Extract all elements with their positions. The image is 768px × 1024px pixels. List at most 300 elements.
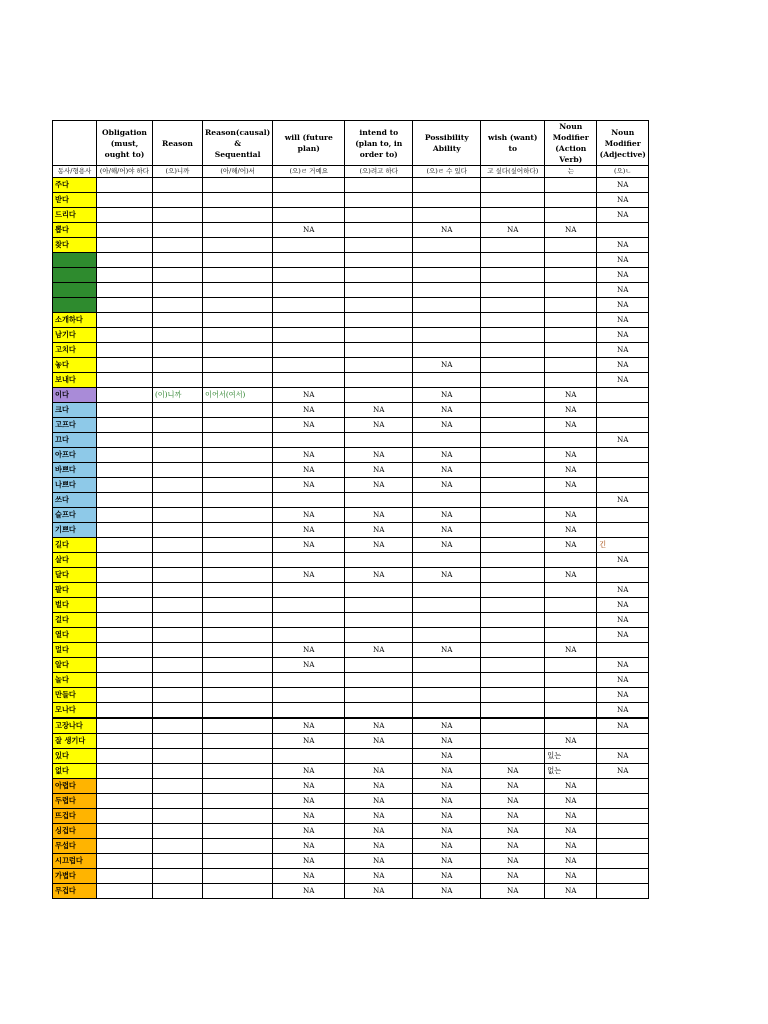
conjugation-cell — [203, 628, 273, 643]
column-header — [545, 121, 597, 166]
conjugation-cell — [481, 478, 545, 493]
conjugation-cell — [413, 298, 481, 313]
conjugation-cell: NA — [597, 373, 649, 388]
conjugation-cell: NA — [345, 734, 413, 749]
conjugation-cell — [345, 178, 413, 193]
verb-cell: 없다 — [53, 764, 97, 779]
conjugation-cell: NA — [481, 839, 545, 854]
conjugation-cell — [203, 538, 273, 553]
conjugation-cell — [413, 673, 481, 688]
conjugation-cell — [413, 313, 481, 328]
table-row — [53, 734, 649, 749]
conjugation-cell — [153, 478, 203, 493]
conjugation-cell — [273, 178, 345, 193]
conjugation-cell — [203, 824, 273, 839]
conjugation-cell — [153, 688, 203, 703]
table-row — [53, 373, 649, 388]
conjugation-cell — [153, 869, 203, 884]
conjugation-cell: NA — [413, 809, 481, 824]
conjugation-cell — [273, 628, 345, 643]
conjugation-cell — [203, 688, 273, 703]
conjugation-cell — [203, 433, 273, 448]
conjugation-cell: NA — [545, 854, 597, 869]
conjugation-cell — [413, 208, 481, 223]
conjugation-cell — [97, 433, 153, 448]
conjugation-table — [52, 120, 649, 899]
conjugation-cell — [481, 583, 545, 598]
conjugation-cell — [413, 583, 481, 598]
conjugation-cell — [153, 223, 203, 238]
conjugation-cell — [97, 854, 153, 869]
conjugation-cell — [345, 583, 413, 598]
conjugation-cell — [153, 538, 203, 553]
conjugation-cell — [153, 328, 203, 343]
table-row — [53, 809, 649, 824]
conjugation-cell — [545, 328, 597, 343]
conjugation-cell — [481, 628, 545, 643]
table-row — [53, 358, 649, 373]
conjugation-cell: NA — [597, 764, 649, 779]
conjugation-cell — [203, 613, 273, 628]
conjugation-cell — [153, 568, 203, 583]
conjugation-cell — [481, 493, 545, 508]
conjugation-cell — [345, 343, 413, 358]
verb-cell: 길다 — [53, 538, 97, 553]
conjugation-cell — [97, 673, 153, 688]
conjugation-cell: NA — [273, 418, 345, 433]
verb-cell: 쓰다 — [53, 493, 97, 508]
conjugation-cell — [597, 884, 649, 899]
conjugation-cell: NA — [597, 749, 649, 764]
conjugation-cell — [345, 208, 413, 223]
conjugation-cell — [273, 373, 345, 388]
verb-cell: 멀다 — [53, 643, 97, 658]
conjugation-cell — [597, 854, 649, 869]
conjugation-cell — [273, 358, 345, 373]
conjugation-cell: NA — [413, 538, 481, 553]
conjugation-cell — [545, 178, 597, 193]
conjugation-cell — [481, 749, 545, 764]
conjugation-cell — [97, 448, 153, 463]
conjugation-cell — [203, 643, 273, 658]
conjugation-cell — [203, 598, 273, 613]
column-header — [345, 121, 413, 166]
conjugation-cell: NA — [597, 208, 649, 223]
conjugation-cell — [413, 328, 481, 343]
conjugation-cell: NA — [597, 553, 649, 568]
conjugation-cell — [153, 193, 203, 208]
conjugation-cell: NA — [545, 418, 597, 433]
verb-cell: 나쁘다 — [53, 478, 97, 493]
conjugation-cell — [153, 628, 203, 643]
verb-cell: 드리다 — [53, 208, 97, 223]
conjugation-cell — [97, 358, 153, 373]
conjugation-cell — [153, 839, 203, 854]
table-row — [53, 388, 649, 403]
conjugation-cell — [597, 779, 649, 794]
conjugation-cell — [203, 193, 273, 208]
conjugation-cell — [481, 403, 545, 418]
conjugation-cell: NA — [413, 749, 481, 764]
conjugation-cell: NA — [273, 809, 345, 824]
column-header — [53, 121, 97, 166]
column-header-title: wish (want) to — [487, 133, 538, 153]
conjugation-cell: NA — [413, 734, 481, 749]
conjugation-cell: NA — [345, 403, 413, 418]
conjugation-cell — [597, 478, 649, 493]
conjugation-cell: NA — [413, 508, 481, 523]
table-row — [53, 779, 649, 794]
table-row — [53, 718, 649, 734]
conjugation-cell — [545, 298, 597, 313]
conjugation-cell: NA — [273, 388, 345, 403]
conjugation-cell — [203, 854, 273, 869]
column-pattern: (으)ㄴ — [597, 166, 649, 178]
conjugation-cell: 있는 — [545, 749, 597, 764]
conjugation-cell — [597, 809, 649, 824]
conjugation-cell — [153, 809, 203, 824]
conjugation-cell — [97, 193, 153, 208]
conjugation-cell — [97, 824, 153, 839]
conjugation-cell: NA — [597, 673, 649, 688]
table-row — [53, 839, 649, 854]
conjugation-cell — [413, 598, 481, 613]
column-header — [413, 121, 481, 166]
conjugation-cell: NA — [481, 854, 545, 869]
conjugation-cell — [597, 523, 649, 538]
conjugation-cell — [97, 628, 153, 643]
conjugation-cell — [545, 553, 597, 568]
conjugation-cell: NA — [273, 764, 345, 779]
conjugation-cell — [273, 598, 345, 613]
conjugation-cell — [481, 538, 545, 553]
conjugation-cell: NA — [273, 854, 345, 869]
conjugation-cell — [153, 463, 203, 478]
verb-cell: 있다 — [53, 749, 97, 764]
verb-cell: 놀다 — [53, 673, 97, 688]
column-header-title: Reason(causal) & — [205, 127, 271, 148]
conjugation-cell — [273, 433, 345, 448]
conjugation-cell — [481, 553, 545, 568]
conjugation-cell — [203, 238, 273, 253]
conjugation-cell — [597, 403, 649, 418]
conjugation-cell: NA — [597, 343, 649, 358]
conjugation-cell: NA — [345, 824, 413, 839]
conjugation-cell — [413, 688, 481, 703]
conjugation-cell — [273, 253, 345, 268]
conjugation-cell — [481, 418, 545, 433]
table-row — [53, 583, 649, 598]
conjugation-cell — [153, 643, 203, 658]
conjugation-cell — [481, 643, 545, 658]
conjugation-cell: NA — [345, 779, 413, 794]
verb-cell: 모나다 — [53, 703, 97, 719]
conjugation-cell — [345, 358, 413, 373]
conjugation-cell: NA — [345, 794, 413, 809]
conjugation-cell — [481, 358, 545, 373]
conjugation-cell — [97, 223, 153, 238]
column-pattern: 고 싶다(싶어하다) — [481, 166, 545, 178]
verb-cell: 두렵다 — [53, 794, 97, 809]
table-row — [53, 223, 649, 238]
conjugation-cell: (이)니까 — [153, 388, 203, 403]
conjugation-cell — [153, 658, 203, 673]
conjugation-cell — [153, 854, 203, 869]
conjugation-cell — [203, 313, 273, 328]
verb-cell: 찾다 — [53, 238, 97, 253]
conjugation-cell — [545, 673, 597, 688]
conjugation-cell — [97, 523, 153, 538]
conjugation-cell: NA — [545, 448, 597, 463]
table-row — [53, 598, 649, 613]
verb-cell: 주다 — [53, 178, 97, 193]
conjugation-cell — [97, 343, 153, 358]
conjugation-cell — [97, 463, 153, 478]
conjugation-cell — [203, 764, 273, 779]
conjugation-cell — [153, 373, 203, 388]
conjugation-cell — [97, 373, 153, 388]
conjugation-cell — [481, 673, 545, 688]
conjugation-cell — [273, 613, 345, 628]
conjugation-cell: NA — [273, 643, 345, 658]
column-header — [597, 121, 649, 166]
conjugation-cell: NA — [345, 809, 413, 824]
conjugation-cell — [413, 283, 481, 298]
conjugation-cell — [273, 493, 345, 508]
verb-cell: 보내다 — [53, 373, 97, 388]
conjugation-cell — [97, 508, 153, 523]
table-row — [53, 178, 649, 193]
conjugation-cell: NA — [273, 568, 345, 583]
conjugation-cell — [97, 238, 153, 253]
conjugation-cell — [545, 688, 597, 703]
conjugation-cell — [97, 839, 153, 854]
conjugation-cell: NA — [413, 463, 481, 478]
verb-cell: 슬프다 — [53, 508, 97, 523]
table-row — [53, 703, 649, 719]
conjugation-cell: NA — [273, 538, 345, 553]
conjugation-cell: NA — [413, 794, 481, 809]
conjugation-cell — [597, 388, 649, 403]
conjugation-cell: NA — [345, 478, 413, 493]
conjugation-cell — [273, 328, 345, 343]
table-row — [53, 463, 649, 478]
verb-cell: 팔다 — [53, 583, 97, 598]
column-pattern: (아/해/어)야 하다 — [97, 166, 153, 178]
conjugation-cell — [203, 223, 273, 238]
column-header — [203, 121, 273, 166]
conjugation-cell: NA — [481, 764, 545, 779]
column-pattern: (아/해/어)서 — [203, 166, 273, 178]
conjugation-cell — [97, 643, 153, 658]
conjugation-cell: NA — [273, 463, 345, 478]
conjugation-cell — [545, 598, 597, 613]
conjugation-cell: NA — [413, 403, 481, 418]
conjugation-cell — [153, 268, 203, 283]
table-row — [53, 328, 649, 343]
conjugation-cell: NA — [345, 523, 413, 538]
column-header-subtitle: (must, ought to) — [104, 138, 145, 159]
conjugation-cell: NA — [597, 283, 649, 298]
conjugation-cell — [597, 869, 649, 884]
verb-cell: 가볍다 — [53, 869, 97, 884]
conjugation-cell: NA — [597, 328, 649, 343]
conjugation-cell — [203, 478, 273, 493]
conjugation-cell — [203, 208, 273, 223]
conjugation-cell: NA — [273, 403, 345, 418]
conjugation-cell: NA — [273, 508, 345, 523]
conjugation-cell: NA — [273, 869, 345, 884]
conjugation-cell — [203, 268, 273, 283]
conjugation-cell: NA — [597, 178, 649, 193]
conjugation-cell — [545, 703, 597, 719]
table-row — [53, 749, 649, 764]
conjugation-cell — [203, 523, 273, 538]
conjugation-cell — [97, 283, 153, 298]
conjugation-cell: NA — [413, 358, 481, 373]
conjugation-cell: NA — [413, 779, 481, 794]
conjugation-cell: NA — [413, 718, 481, 734]
conjugation-cell: NA — [345, 764, 413, 779]
conjugation-cell: NA — [345, 463, 413, 478]
conjugation-cell — [545, 373, 597, 388]
conjugation-cell: NA — [345, 854, 413, 869]
table-row — [53, 764, 649, 779]
conjugation-cell: NA — [597, 253, 649, 268]
conjugation-cell — [97, 538, 153, 553]
conjugation-cell — [413, 553, 481, 568]
conjugation-cell: NA — [597, 703, 649, 719]
conjugation-cell — [203, 463, 273, 478]
conjugation-cell — [481, 734, 545, 749]
conjugation-cell — [345, 313, 413, 328]
conjugation-cell — [545, 493, 597, 508]
conjugation-cell: NA — [273, 478, 345, 493]
conjugation-cell — [413, 343, 481, 358]
conjugation-cell — [481, 448, 545, 463]
column-header-subtitle: Sequential — [214, 149, 261, 159]
conjugation-cell — [203, 178, 273, 193]
conjugation-cell — [203, 658, 273, 673]
column-header-title: Possibility Ability — [424, 133, 469, 153]
column-header-title: Noun Modifier — [604, 127, 641, 148]
conjugation-cell: NA — [597, 658, 649, 673]
verb-cell: 무섭다 — [53, 839, 97, 854]
conjugation-cell — [203, 779, 273, 794]
conjugation-cell — [481, 268, 545, 283]
conjugation-cell — [273, 673, 345, 688]
conjugation-cell — [345, 238, 413, 253]
verb-cell: 뜨겁다 — [53, 809, 97, 824]
table-row — [53, 794, 649, 809]
conjugation-cell — [273, 703, 345, 719]
conjugation-cell — [481, 433, 545, 448]
conjugation-cell — [413, 658, 481, 673]
conjugation-cell — [153, 734, 203, 749]
table-row — [53, 643, 649, 658]
conjugation-cell: NA — [597, 433, 649, 448]
conjugation-cell — [97, 749, 153, 764]
column-header-title: will (future plan) — [284, 133, 333, 153]
conjugation-cell: NA — [481, 779, 545, 794]
conjugation-cell — [97, 478, 153, 493]
conjugation-cell: NA — [273, 824, 345, 839]
verb-cell: 고프다 — [53, 418, 97, 433]
conjugation-cell — [345, 298, 413, 313]
conjugation-cell — [203, 839, 273, 854]
conjugation-cell: NA — [545, 643, 597, 658]
conjugation-cell — [481, 658, 545, 673]
verb-cell: 끄다 — [53, 433, 97, 448]
conjugation-cell — [273, 343, 345, 358]
conjugation-cell — [481, 613, 545, 628]
conjugation-cell — [203, 809, 273, 824]
table-row — [53, 553, 649, 568]
conjugation-cell — [545, 313, 597, 328]
conjugation-cell — [481, 703, 545, 719]
conjugation-cell: NA — [413, 448, 481, 463]
conjugation-cell: NA — [273, 779, 345, 794]
table-row — [53, 854, 649, 869]
verb-cell: 아프다 — [53, 448, 97, 463]
conjugation-cell — [345, 268, 413, 283]
conjugation-cell — [345, 628, 413, 643]
conjugation-cell — [345, 223, 413, 238]
conjugation-cell: NA — [413, 643, 481, 658]
conjugation-cell — [203, 583, 273, 598]
conjugation-cell: NA — [545, 538, 597, 553]
conjugation-cell — [97, 553, 153, 568]
column-header-title: Reason — [162, 138, 193, 148]
verb-cell: 시끄럽다 — [53, 854, 97, 869]
conjugation-cell — [97, 884, 153, 899]
conjugation-cell — [413, 613, 481, 628]
conjugation-cell: NA — [413, 418, 481, 433]
conjugation-cell: NA — [597, 688, 649, 703]
conjugation-cell — [153, 313, 203, 328]
conjugation-cell: NA — [413, 223, 481, 238]
conjugation-cell — [345, 658, 413, 673]
table-row — [53, 418, 649, 433]
conjugation-cell — [413, 178, 481, 193]
conjugation-cell — [273, 238, 345, 253]
conjugation-cell: NA — [545, 794, 597, 809]
conjugation-cell — [481, 283, 545, 298]
table-row — [53, 673, 649, 688]
conjugation-cell — [413, 433, 481, 448]
conjugation-cell — [413, 703, 481, 719]
conjugation-cell — [97, 779, 153, 794]
conjugation-cell — [97, 658, 153, 673]
column-header-title: Noun Modifier — [552, 122, 589, 142]
verb-cell: 달다 — [53, 568, 97, 583]
conjugation-cell: NA — [545, 523, 597, 538]
table-row — [53, 313, 649, 328]
conjugation-cell — [481, 298, 545, 313]
conjugation-cell — [413, 493, 481, 508]
conjugation-cell: NA — [481, 884, 545, 899]
conjugation-cell — [413, 238, 481, 253]
conjugation-cell — [97, 794, 153, 809]
conjugation-cell — [203, 794, 273, 809]
conjugation-cell — [481, 688, 545, 703]
conjugation-cell — [273, 193, 345, 208]
conjugation-cell — [481, 373, 545, 388]
conjugation-cell — [203, 328, 273, 343]
conjugation-cell — [413, 253, 481, 268]
conjugation-cell: NA — [545, 824, 597, 839]
verb-cell: 만들다 — [53, 688, 97, 703]
